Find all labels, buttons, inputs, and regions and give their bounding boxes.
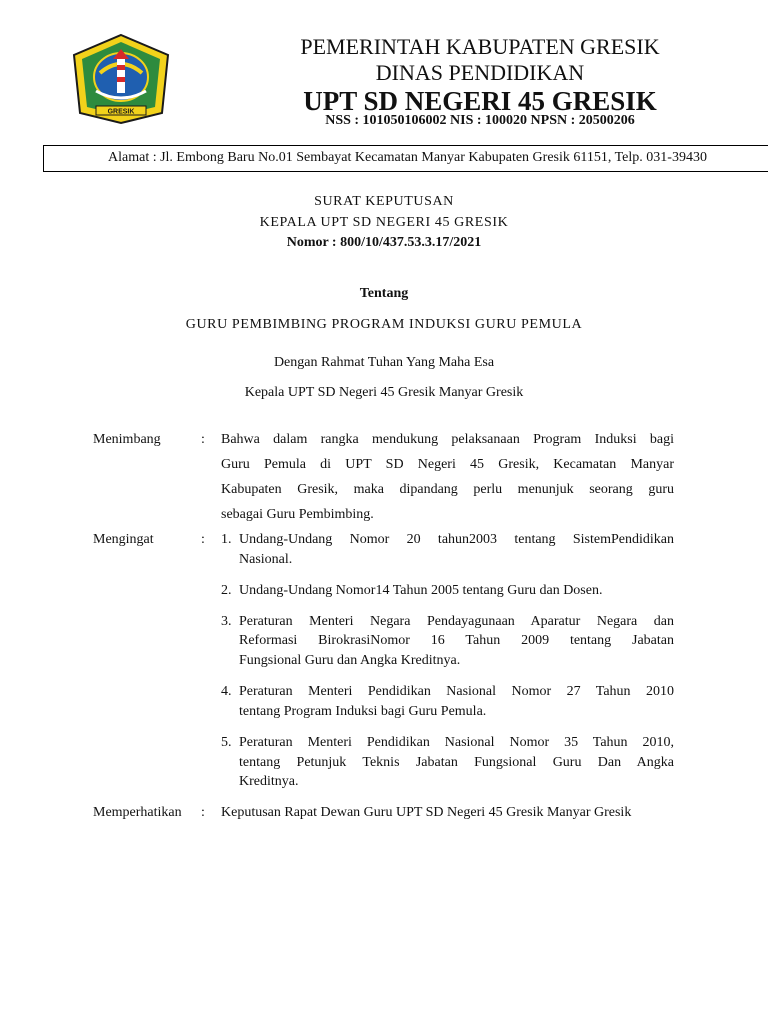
menimbang-colon: : (201, 432, 205, 447)
menimbang-line: Guru Pemula di UPT SD Negeri 45 Gresik, Kecamatan Manyar (221, 457, 674, 472)
mengingat-colon: : (201, 532, 205, 547)
list-item-line: tentang Program Induksi bagi Guru Pemula. (239, 704, 487, 719)
issuer-line: Kepala UPT SD Negeri 45 Gresik Manyar Gresik (244, 385, 524, 400)
menimbang-line: sebagai Guru Pembimbing. (221, 507, 374, 522)
list-item-line: Undang-Undang Nomor14 Tahun 2005 tentang Guru dan Dosen. (239, 583, 603, 598)
memperhatikan-colon: : (201, 805, 205, 820)
list-item-line: Reformasi BirokrasiNomor 16 Tahun 2009 tentang Jabatan (239, 633, 674, 648)
blessing-line: Dengan Rahmat Tuhan Yang Maha Esa (273, 355, 495, 370)
decree-title: SURAT KEPUTUSAN (314, 194, 454, 209)
mengingat-label: Mengingat (93, 532, 154, 547)
government-name: PEMERINTAH KABUPATEN GRESIK (300, 34, 660, 59)
list-item-line: Peraturan Menteri Pendidikan Nasional Nomor 27 Tahun 2010 (239, 684, 674, 699)
menimbang-label: Menimbang (93, 432, 161, 447)
logo-text: GRESIK (107, 108, 135, 116)
menimbang-line: Bahwa dalam rangka mendukung pelaksanaan Program Induksi bagi (221, 432, 674, 447)
school-name: UPT SD NEGERI 45 GRESIK (303, 86, 657, 116)
list-item-line: tentang Petunjuk Teknis Jabatan Fungsional Guru Dan Angka (239, 755, 674, 770)
gresik-regency-logo (70, 33, 172, 125)
list-item-line: Peraturan Menteri Pendidikan Nasional Nomor 35 Tahun 2010, (239, 735, 674, 750)
list-number: 5. (221, 735, 232, 750)
list-item-line: Fungsional Guru dan Angka Kreditnya. (239, 653, 461, 668)
list-number: 4. (221, 684, 232, 699)
memperhatikan-text: Keputusan Rapat Dewan Guru UPT SD Negeri 45 Gresik Manyar Gresik (221, 805, 632, 820)
list-item-line: Undang-Undang Nomor 20 tahun2003 tentang SistemPendidikan (239, 532, 674, 547)
list-item-line: Peraturan Menteri Negara Pendayagunaan Aparatur Negara dan (239, 614, 674, 629)
about-label: Tentang (359, 286, 409, 301)
list-number: 2. (221, 583, 232, 598)
list-number: 1. (221, 532, 232, 547)
list-number: 3. (221, 614, 232, 629)
decree-subject: GURU PEMBIMBING PROGRAM INDUKSI GURU PEMULA (185, 317, 583, 332)
decree-number: Nomor : 800/10/437.53.3.17/2021 (286, 235, 482, 250)
decree-issuer-title: KEPALA UPT SD NEGERI 45 GRESIK (259, 215, 509, 230)
department-name: DINAS PENDIDIKAN (375, 60, 585, 85)
menimbang-line: Kabupaten Gresik, maka dipandang perlu menunjuk seorang guru (221, 482, 674, 497)
memperhatikan-label: Memperhatikan (93, 805, 182, 820)
school-codes: NSS : 101050106002 NIS : 100020 NPSN : 20500206 (325, 113, 635, 128)
school-address: Alamat : Jl. Embong Baru No.01 Sembayat Kecamatan Manyar Kabupaten Gresik 61151, Telp. 031-39430 (108, 150, 707, 165)
list-item-line: Kreditnya. (239, 774, 299, 789)
list-item-line: Nasional. (239, 552, 293, 567)
address-box (43, 145, 768, 172)
